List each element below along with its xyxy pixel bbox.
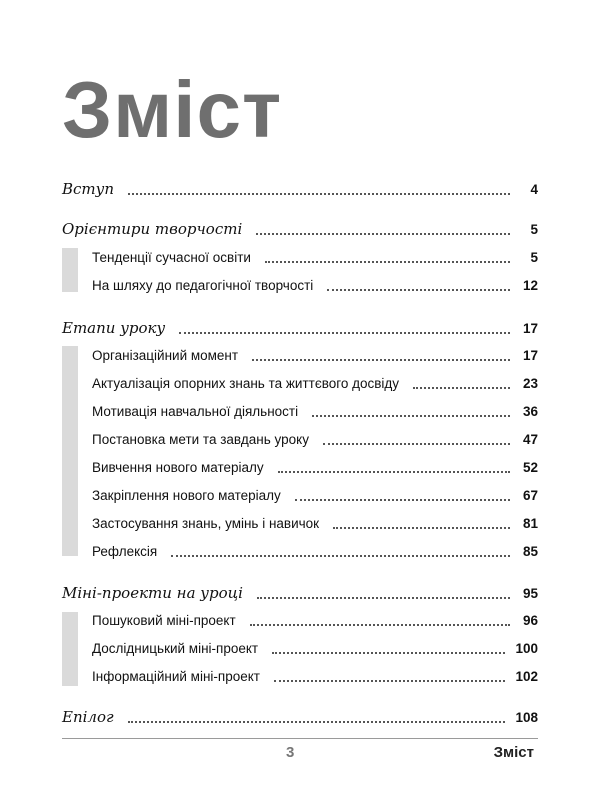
toc-page-number: 5 (530, 222, 538, 237)
toc-page-number: 85 (522, 544, 538, 559)
toc-item-label: Організаційний момент (92, 348, 239, 363)
toc-section-label: Вступ (62, 180, 115, 198)
toc-item[interactable] (92, 274, 538, 296)
section-bar (62, 346, 78, 556)
toc-item[interactable] (92, 428, 538, 450)
leader-dots (171, 555, 510, 557)
toc-page-number: 96 (522, 613, 538, 628)
toc-page-number: 47 (522, 432, 538, 447)
toc-page-number: 12 (522, 278, 538, 293)
toc-section-mini-projects[interactable] (62, 580, 538, 604)
toc-section-intro[interactable] (62, 176, 538, 200)
toc-section-label: Етапи уроку (62, 319, 166, 337)
leader-dots (312, 415, 510, 417)
toc-item-label: Пошуковий міні-проект (92, 613, 236, 628)
toc-item-label: Мотивація навчальної діяльності (92, 404, 299, 419)
footer-page-number: 3 (286, 744, 295, 761)
leader-dots (250, 624, 510, 626)
toc-item-label: Рефлексія (92, 544, 158, 559)
toc-page-number: 17 (522, 348, 538, 363)
toc-page-number: 17 (522, 321, 538, 336)
toc-page-number: 108 (515, 710, 538, 725)
toc-page-number: 81 (522, 516, 538, 531)
leader-dots (272, 652, 505, 654)
toc-item-label: Тенденції сучасної освіти (92, 250, 251, 265)
section-bar (62, 612, 78, 686)
toc-page-number: 67 (522, 488, 538, 503)
leader-dots (265, 261, 510, 263)
toc-section-label: Епілог (62, 708, 114, 726)
toc-item-label: На шляху до педагогічної творчості (92, 278, 314, 293)
toc-page-number: 102 (515, 669, 538, 684)
leader-dots (179, 332, 510, 334)
toc-item[interactable] (92, 665, 538, 687)
leader-dots (274, 680, 505, 682)
leader-dots (278, 471, 510, 473)
toc-section-creativity[interactable] (62, 216, 538, 240)
toc-page-number: 4 (530, 182, 538, 197)
footer-rule (62, 738, 538, 739)
toc-section-label: Міні-проекти на уроці (62, 584, 243, 602)
leader-dots (323, 443, 510, 445)
toc-item-label: Постановка мети та завдань уроку (92, 432, 309, 447)
toc-item-label: Інформаційний міні-проект (92, 669, 260, 684)
leader-dots (256, 233, 510, 235)
toc-item[interactable] (92, 637, 538, 659)
toc-item[interactable] (92, 609, 538, 631)
toc-item[interactable] (92, 456, 538, 478)
toc-item-label: Дослідницький міні-проект (92, 641, 259, 656)
leader-dots (333, 527, 510, 529)
toc-page-number: 5 (530, 250, 538, 265)
toc-item[interactable] (92, 372, 538, 394)
toc-item-label: Закріплення нового матеріалу (92, 488, 281, 503)
toc-item-label: Актуалізація опорних знань та життєвого досвіду (92, 376, 400, 391)
toc-page-number: 100 (515, 641, 538, 656)
toc-section-label: Орієнтири творчості (62, 220, 243, 238)
toc-page-number: 95 (522, 586, 538, 601)
toc-item[interactable] (92, 512, 538, 534)
leader-dots (413, 387, 510, 389)
toc-page-number: 23 (522, 376, 538, 391)
toc-page-number: 36 (522, 404, 538, 419)
leader-dots (252, 359, 510, 361)
leader-dots (128, 193, 510, 195)
leader-dots (257, 597, 510, 599)
toc-section-epilogue[interactable] (62, 704, 538, 728)
toc-item-label: Вивчення нового матеріалу (92, 460, 264, 475)
toc-page-number: 52 (522, 460, 538, 475)
toc-item[interactable] (92, 344, 538, 366)
leader-dots (327, 289, 510, 291)
toc-item[interactable] (92, 246, 538, 268)
footer-running-title: Зміст (493, 744, 534, 761)
toc-section-lesson-stages[interactable] (62, 315, 538, 339)
toc-item[interactable] (92, 400, 538, 422)
section-bar (62, 248, 78, 292)
leader-dots (295, 499, 510, 501)
toc-item[interactable] (92, 484, 538, 506)
leader-dots (128, 721, 506, 723)
page-title: Зміст (62, 65, 283, 154)
toc-item[interactable] (92, 540, 538, 562)
toc-item-label: Застосування знань, умінь і навичок (92, 516, 320, 531)
